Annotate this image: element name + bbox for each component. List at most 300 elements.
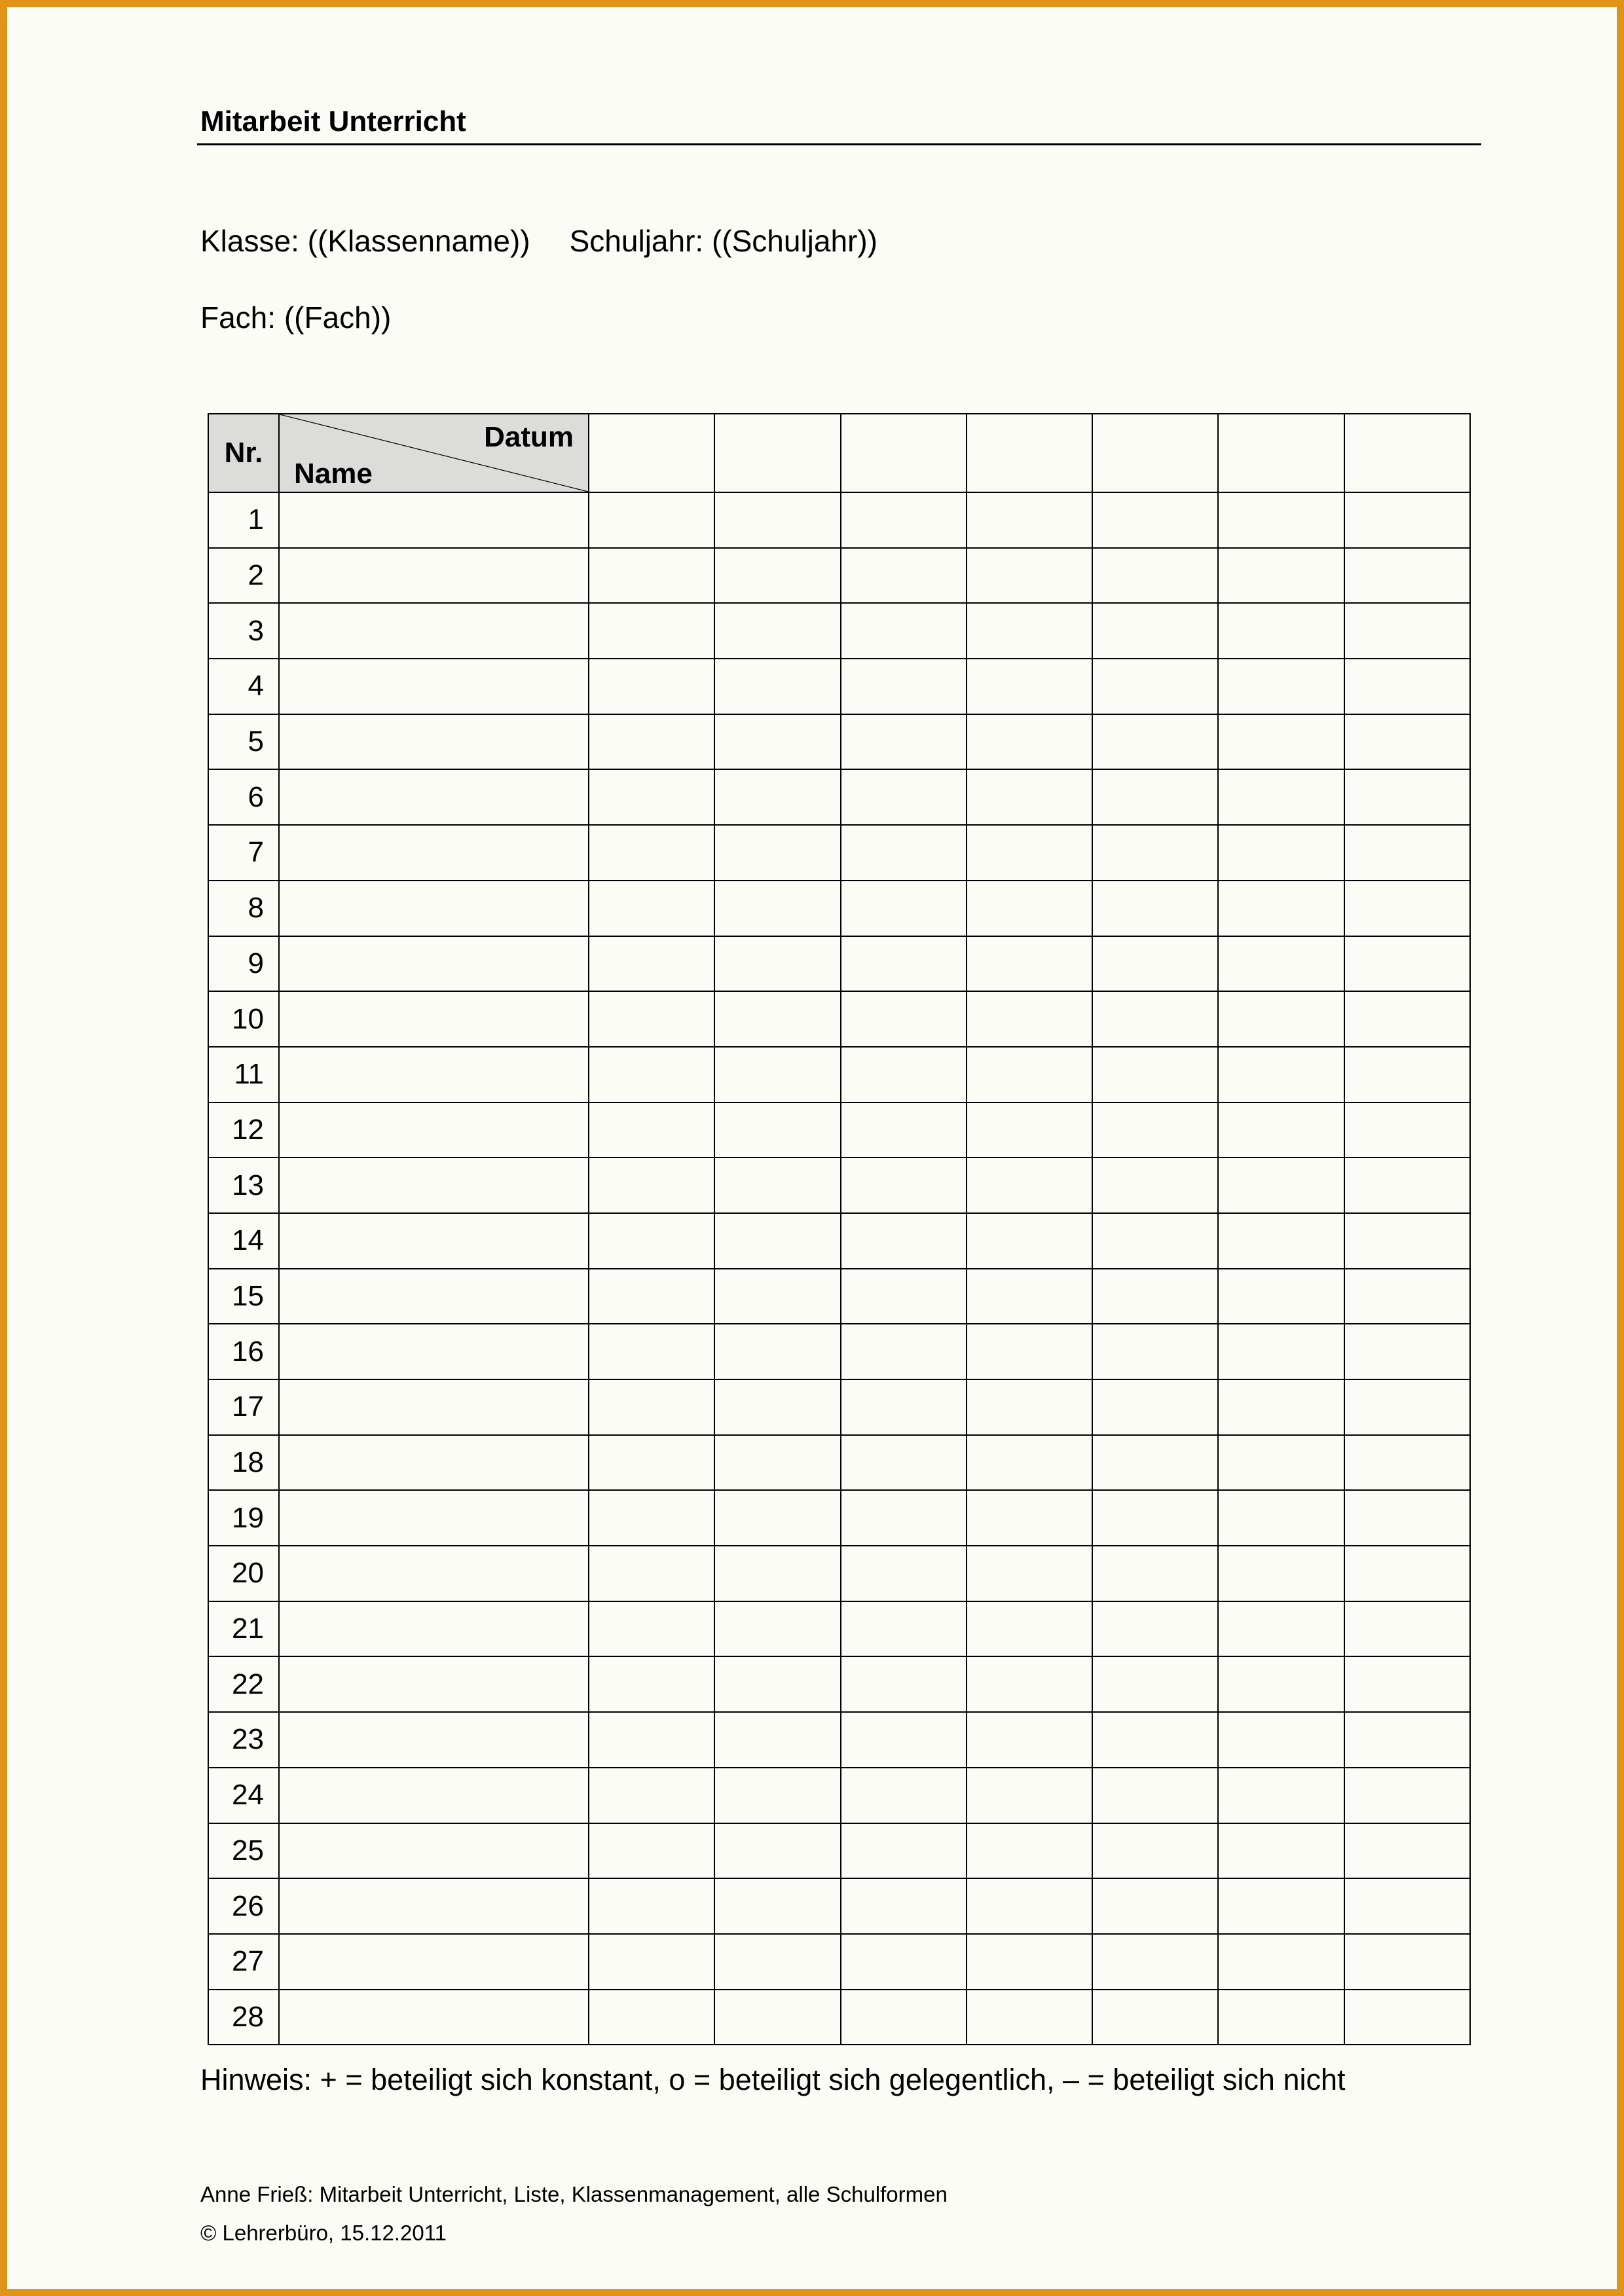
rating-cell[interactable] [1344,1990,1470,2045]
rating-cell[interactable] [1092,1047,1218,1102]
rating-cell[interactable] [967,548,1092,604]
nr-header: Nr. [208,414,279,492]
row-number: 4 [208,659,279,714]
rating-cell[interactable] [714,1990,840,2045]
rating-cell[interactable] [1092,1656,1218,1712]
rating-cell[interactable] [714,1324,840,1379]
rating-cell[interactable] [1218,1213,1344,1269]
rating-cell[interactable] [1092,1712,1218,1768]
date-header-cell[interactable] [841,414,967,492]
rating-cell[interactable] [1344,1878,1470,1934]
document-title: Mitarbeit Unterricht [200,105,466,137]
rating-cell[interactable] [841,1823,967,1879]
table-row [208,1213,1470,1269]
rating-cell[interactable] [841,991,967,1047]
rating-cell[interactable] [967,1878,1092,1934]
date-header-cell[interactable] [1092,414,1218,492]
rating-cell[interactable] [841,936,967,992]
rating-cell[interactable] [841,1878,967,1934]
row-number: 19 [208,1490,279,1546]
rating-cell[interactable] [841,1656,967,1712]
rating-cell[interactable] [841,1269,967,1324]
rating-cell[interactable] [589,936,714,992]
datum-label: Datum [484,421,574,453]
legend-hint: Hinweis: + = beteiligt sich konstant, o = beteiligt sich gelegentlich, – = beteiligt sich nicht [200,2063,1346,2096]
rating-cell[interactable] [967,1213,1092,1269]
rating-cell[interactable] [841,1324,967,1379]
row-number: 23 [208,1712,279,1768]
rating-cell[interactable] [1344,1656,1470,1712]
schuljahr-field: Schuljahr: ((Schuljahr)) [569,224,878,258]
rating-cell[interactable] [1344,991,1470,1047]
table-row [208,1712,1470,1768]
rating-cell[interactable] [589,769,714,825]
rating-cell[interactable] [714,1102,840,1158]
name-cell[interactable] [279,1379,589,1435]
rating-cell[interactable] [967,881,1092,936]
rating-cell[interactable] [589,1047,714,1102]
rating-cell[interactable] [967,1102,1092,1158]
rating-cell[interactable] [1092,1990,1218,2045]
row-number: 24 [208,1768,279,1823]
rating-cell[interactable] [841,881,967,936]
rating-cell[interactable] [589,1990,714,2045]
row-number: 22 [208,1656,279,1712]
rating-cell[interactable] [841,603,967,659]
rating-cell[interactable] [841,1712,967,1768]
rating-cell[interactable] [1092,714,1218,770]
rating-cell[interactable] [589,1546,714,1601]
rating-cell[interactable] [967,991,1092,1047]
rating-cell[interactable] [1092,881,1218,936]
table-row [208,769,1470,825]
rating-cell[interactable] [714,825,840,881]
rating-cell[interactable] [714,1490,840,1546]
rating-cell[interactable] [589,1435,714,1491]
rating-cell[interactable] [1092,1601,1218,1657]
rating-cell[interactable] [1218,1102,1344,1158]
row-number: 7 [208,825,279,881]
rating-cell[interactable] [714,1656,840,1712]
rating-cell[interactable] [1344,548,1470,604]
row-number: 12 [208,1102,279,1158]
rating-cell[interactable] [714,1601,840,1657]
rating-cell[interactable] [967,603,1092,659]
rating-cell[interactable] [967,1712,1092,1768]
rating-cell[interactable] [1344,659,1470,714]
table-row [208,1435,1470,1491]
rating-cell[interactable] [589,1213,714,1269]
rating-cell[interactable] [714,548,840,604]
rating-cell[interactable] [1092,1823,1218,1879]
rating-cell[interactable] [1218,1546,1344,1601]
rating-cell[interactable] [967,492,1092,548]
rating-cell[interactable] [1218,769,1344,825]
rating-cell[interactable] [1218,1934,1344,1990]
rating-cell[interactable] [1092,1435,1218,1491]
rating-cell[interactable] [714,991,840,1047]
rating-cell[interactable] [589,714,714,770]
rating-cell[interactable] [589,1324,714,1379]
rating-cell[interactable] [1344,1601,1470,1657]
rating-cell[interactable] [1344,1324,1470,1379]
rating-cell[interactable] [1218,991,1344,1047]
rating-cell[interactable] [1344,1213,1470,1269]
rating-cell[interactable] [589,1490,714,1546]
klasse-field: Klasse: ((Klassenname)) [200,224,530,258]
rating-cell[interactable] [1092,1546,1218,1601]
rating-cell[interactable] [589,1656,714,1712]
row-number: 14 [208,1213,279,1269]
rating-cell[interactable] [1344,1269,1470,1324]
rating-cell[interactable] [589,1157,714,1213]
rating-cell[interactable] [1092,1213,1218,1269]
rating-cell[interactable] [589,1379,714,1435]
table-row [208,936,1470,992]
table-row [208,991,1470,1047]
name-cell[interactable] [279,881,589,936]
rating-cell[interactable] [967,1546,1092,1601]
rating-cell[interactable] [1344,1546,1470,1601]
row-number: 2 [208,548,279,604]
rating-cell[interactable] [589,1768,714,1823]
rating-cell[interactable] [1092,991,1218,1047]
rating-cell[interactable] [714,1546,840,1601]
rating-cell[interactable] [967,1934,1092,1990]
table-row [208,1601,1470,1657]
table-row [208,1379,1470,1435]
rating-cell[interactable] [1218,548,1344,604]
row-number: 21 [208,1601,279,1657]
rating-cell[interactable] [714,1878,840,1934]
rating-cell[interactable] [1092,1324,1218,1379]
rating-cell[interactable] [589,1102,714,1158]
rating-cell[interactable] [841,659,967,714]
rating-cell[interactable] [841,1102,967,1158]
rating-cell[interactable] [1218,1712,1344,1768]
rating-cell[interactable] [1218,1878,1344,1934]
rating-cell[interactable] [714,714,840,770]
table-row [208,825,1470,881]
name-cell[interactable] [279,1712,589,1768]
rating-cell[interactable] [1218,825,1344,881]
rating-cell[interactable] [714,1213,840,1269]
name-cell[interactable] [279,492,589,548]
rating-cell[interactable] [1344,1435,1470,1491]
rating-cell[interactable] [589,1712,714,1768]
table-row [208,1102,1470,1158]
rating-cell[interactable] [589,659,714,714]
table-header-row [208,414,1470,492]
rating-cell[interactable] [714,492,840,548]
rating-cell[interactable] [1344,714,1470,770]
rating-cell[interactable] [841,1990,967,2045]
rating-cell[interactable] [841,1490,967,1546]
footer-author: Anne Frieß: Mitarbeit Unterricht, Liste, Klassenmanagement, alle Schulformen [200,2182,948,2206]
row-number: 5 [208,714,279,770]
name-cell[interactable] [279,1934,589,1990]
rating-cell[interactable] [1218,1656,1344,1712]
rating-cell[interactable] [1092,825,1218,881]
table-row [208,714,1470,770]
rating-cell[interactable] [967,1990,1092,2045]
row-number: 3 [208,603,279,659]
rating-cell[interactable] [714,1269,840,1324]
rating-cell[interactable] [1092,548,1218,604]
rating-cell[interactable] [1092,1157,1218,1213]
rating-cell[interactable] [714,1379,840,1435]
rating-cell[interactable] [967,1656,1092,1712]
rating-cell[interactable] [1344,1768,1470,1823]
table-row [208,1823,1470,1879]
rating-cell[interactable] [967,1379,1092,1435]
name-cell[interactable] [279,659,589,714]
name-cell[interactable] [279,1878,589,1934]
rating-cell[interactable] [1218,659,1344,714]
date-header-cell[interactable] [1344,414,1470,492]
rating-cell[interactable] [714,1157,840,1213]
rating-cell[interactable] [1218,1269,1344,1324]
rating-cell[interactable] [967,714,1092,770]
name-cell[interactable] [279,603,589,659]
rating-cell[interactable] [967,1768,1092,1823]
rating-cell[interactable] [714,1712,840,1768]
rating-cell[interactable] [1092,1768,1218,1823]
rating-cell[interactable] [1344,1490,1470,1546]
rating-cell[interactable] [967,1324,1092,1379]
rating-cell[interactable] [967,659,1092,714]
row-number: 6 [208,769,279,825]
rating-cell[interactable] [967,936,1092,992]
rating-cell[interactable] [967,825,1092,881]
rating-cell[interactable] [714,769,840,825]
rating-cell[interactable] [714,1435,840,1491]
date-header-cell[interactable] [589,414,714,492]
name-cell[interactable] [279,1157,589,1213]
rating-cell[interactable] [1344,769,1470,825]
fach-field: Fach: ((Fach)) [200,301,392,335]
rating-cell[interactable] [841,1379,967,1435]
name-cell[interactable] [279,1102,589,1158]
name-cell[interactable] [279,1047,589,1102]
rating-cell[interactable] [1344,1379,1470,1435]
rating-cell[interactable] [1218,714,1344,770]
rating-cell[interactable] [589,492,714,548]
name-cell[interactable] [279,1546,589,1601]
rating-cell[interactable] [1218,1823,1344,1879]
table-row [208,1157,1470,1213]
rating-cell[interactable] [841,825,967,881]
rating-cell[interactable] [1092,1379,1218,1435]
rating-cell[interactable] [1092,1269,1218,1324]
table-row [208,1047,1470,1102]
table-row [208,1934,1470,1990]
name-cell[interactable] [279,1269,589,1324]
rating-cell[interactable] [1092,1102,1218,1158]
table-row [208,603,1470,659]
rating-cell[interactable] [589,1601,714,1657]
rating-cell[interactable] [1218,1990,1344,2045]
name-cell[interactable] [279,991,589,1047]
rating-cell[interactable] [967,1490,1092,1546]
rating-cell[interactable] [967,1601,1092,1657]
name-cell[interactable] [279,1656,589,1712]
rating-cell[interactable] [1218,1601,1344,1657]
rating-cell[interactable] [1092,1490,1218,1546]
rating-cell[interactable] [841,1934,967,1990]
rating-cell[interactable] [841,1601,967,1657]
row-number: 13 [208,1157,279,1213]
rating-cell[interactable] [1344,1823,1470,1879]
rating-cell[interactable] [1218,492,1344,548]
rating-cell[interactable] [589,881,714,936]
rating-cell[interactable] [841,1047,967,1102]
rating-cell[interactable] [589,991,714,1047]
rating-cell[interactable] [714,1934,840,1990]
rating-cell[interactable] [841,1157,967,1213]
rating-cell[interactable] [841,1435,967,1491]
row-number: 10 [208,991,279,1047]
rating-cell[interactable] [1344,1712,1470,1768]
rating-cell[interactable] [841,714,967,770]
datum-name-header [279,414,589,492]
rating-cell[interactable] [589,825,714,881]
name-cell[interactable] [279,714,589,770]
table-row [208,1324,1470,1379]
row-number: 27 [208,1934,279,1990]
name-cell[interactable] [279,825,589,881]
rating-cell[interactable] [714,603,840,659]
rating-cell[interactable] [1092,936,1218,992]
rating-cell[interactable] [1218,1047,1344,1102]
rating-cell[interactable] [1344,1934,1470,1990]
name-cell[interactable] [279,1601,589,1657]
rating-cell[interactable] [1344,1157,1470,1213]
table-row [208,1878,1470,1934]
footer-copyright: © Lehrerbüro, 15.12.2011 [200,2221,447,2245]
table-row [208,1990,1470,2045]
name-cell[interactable] [279,1324,589,1379]
rating-cell[interactable] [1218,603,1344,659]
table-row [208,1546,1470,1601]
rating-cell[interactable] [967,1269,1092,1324]
table-row [208,1656,1470,1712]
rating-cell[interactable] [1218,1435,1344,1491]
rating-cell[interactable] [841,1213,967,1269]
row-number: 1 [208,492,279,548]
rating-cell[interactable] [1344,825,1470,881]
rating-cell[interactable] [714,659,840,714]
rating-cell[interactable] [967,1157,1092,1213]
rating-cell[interactable] [841,1768,967,1823]
table-row [208,1269,1470,1324]
rating-cell[interactable] [841,769,967,825]
rating-cell[interactable] [714,1768,840,1823]
rating-cell[interactable] [841,492,967,548]
row-number: 18 [208,1435,279,1491]
rating-cell[interactable] [1344,881,1470,936]
rating-cell[interactable] [841,1546,967,1601]
rating-cell[interactable] [1218,1768,1344,1823]
name-cell[interactable] [279,769,589,825]
rating-cell[interactable] [967,1823,1092,1879]
rating-cell[interactable] [1218,1379,1344,1435]
rating-cell[interactable] [589,1823,714,1879]
table-row [208,659,1470,714]
name-cell[interactable] [279,1823,589,1879]
rating-cell[interactable] [589,1878,714,1934]
table-row [208,881,1470,936]
row-number: 9 [208,936,279,992]
rating-cell[interactable] [714,881,840,936]
rating-cell[interactable] [1344,936,1470,992]
row-number: 28 [208,1990,279,2045]
table-row [208,1768,1470,1823]
row-number: 16 [208,1324,279,1379]
table-row [208,548,1470,604]
rating-cell[interactable] [967,769,1092,825]
rating-cell[interactable] [589,1934,714,1990]
date-header-cell[interactable] [1218,414,1344,492]
rating-cell[interactable] [1218,936,1344,992]
rating-cell[interactable] [1092,659,1218,714]
row-number: 25 [208,1823,279,1879]
rating-cell[interactable] [967,1435,1092,1491]
row-number: 11 [208,1047,279,1102]
row-number: 26 [208,1878,279,1934]
name-cell[interactable] [279,1213,589,1269]
name-cell[interactable] [279,1768,589,1823]
rating-cell[interactable] [1218,1324,1344,1379]
rating-cell[interactable] [1344,1047,1470,1102]
name-cell[interactable] [279,1490,589,1546]
rating-cell[interactable] [1218,1490,1344,1546]
rating-cell[interactable] [1092,603,1218,659]
rating-cell[interactable] [589,603,714,659]
name-label: Name [294,458,373,490]
rating-cell[interactable] [1344,1102,1470,1158]
name-cell[interactable] [279,1435,589,1491]
row-number: 20 [208,1546,279,1601]
title-rule [197,143,1481,145]
rating-cell[interactable] [1218,881,1344,936]
row-number: 8 [208,881,279,936]
class-year-line [200,223,877,259]
name-cell[interactable] [279,1990,589,2045]
table-row [208,1490,1470,1546]
rating-cell[interactable] [589,548,714,604]
date-header-cell[interactable] [714,414,840,492]
table-row [208,492,1470,548]
rating-cell[interactable] [714,936,840,992]
row-number: 17 [208,1379,279,1435]
name-cell[interactable] [279,936,589,992]
rating-cell[interactable] [1092,769,1218,825]
rating-cell[interactable] [967,1047,1092,1102]
rating-cell[interactable] [1344,492,1470,548]
rating-cell[interactable] [589,1269,714,1324]
rating-cell[interactable] [841,548,967,604]
rating-cell[interactable] [1092,1878,1218,1934]
rating-cell[interactable] [1218,1157,1344,1213]
rating-cell[interactable] [714,1823,840,1879]
date-header-cell[interactable] [967,414,1092,492]
rating-cell[interactable] [1092,492,1218,548]
rating-cell[interactable] [714,1047,840,1102]
rating-cell[interactable] [1092,1934,1218,1990]
name-cell[interactable] [279,548,589,604]
rating-cell[interactable] [1344,603,1470,659]
